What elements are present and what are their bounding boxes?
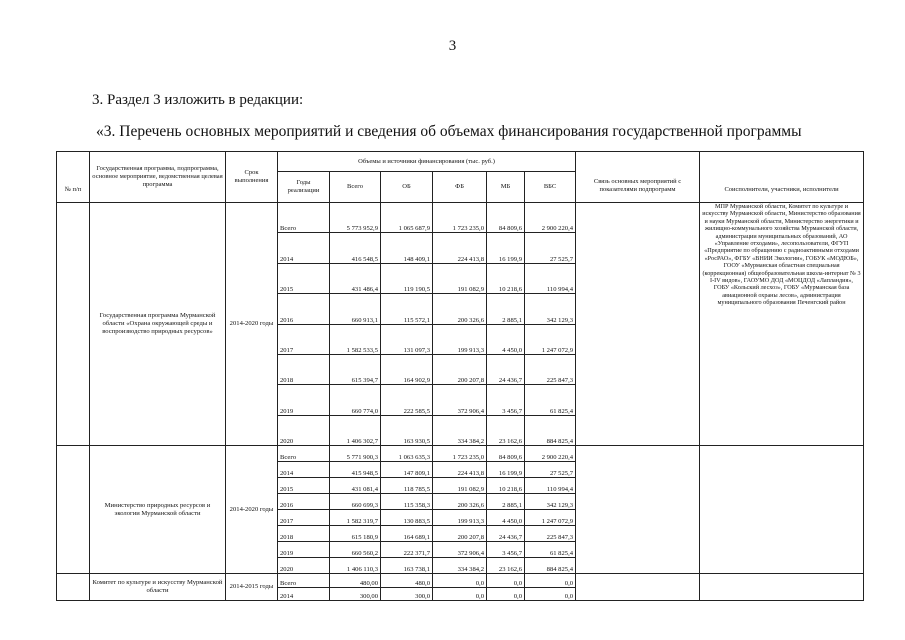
ob-cell: 164 689,1: [381, 526, 433, 542]
ob-cell: 222 371,7: [381, 542, 433, 558]
vbs-cell: 1 247 072,9: [525, 324, 576, 354]
vbs-cell: 342 129,3: [525, 294, 576, 324]
financing-table: [56, 151, 864, 601]
ob-cell: 1 063 635,3: [381, 446, 433, 462]
table-row: [57, 203, 864, 233]
mb-cell: 84 809,6: [487, 446, 525, 462]
year-cell: 2019: [278, 385, 330, 415]
ob-cell: 163 738,1: [381, 558, 433, 574]
total-cell: 660 774,0: [330, 385, 381, 415]
mb-cell: 2 885,1: [487, 294, 525, 324]
mb-cell: 3 456,7: [487, 542, 525, 558]
fb-cell: 200 326,6: [433, 494, 487, 510]
year-cell: 2018: [278, 526, 330, 542]
mb-cell: 24 436,7: [487, 354, 525, 384]
ob-cell: 163 930,5: [381, 415, 433, 445]
total-cell: 615 180,9: [330, 526, 381, 542]
vbs-cell: 2 900 220,4: [525, 446, 576, 462]
mb-cell: 2 885,1: [487, 494, 525, 510]
header-total: Всего: [330, 172, 381, 203]
total-cell: 431 081,4: [330, 478, 381, 494]
total-cell: 615 394,7: [330, 354, 381, 384]
total-cell: 1 582 533,5: [330, 324, 381, 354]
section-instruction: 3. Раздел 3 изложить в редакции:: [92, 92, 304, 108]
total-cell: 660 560,2: [330, 542, 381, 558]
year-cell: 2019: [278, 542, 330, 558]
fb-cell: 200 207,8: [433, 354, 487, 384]
term-cell: 2014-2020 годы: [226, 203, 278, 446]
row-number-cell: [57, 446, 90, 574]
fb-cell: 372 906,4: [433, 385, 487, 415]
total-cell: 5 773 952,9: [330, 203, 381, 233]
vbs-cell: 27 525,7: [525, 462, 576, 478]
executors-cell: МПР Мурманской области, Комитет по культуре и искусству Мурманской области, Министерство образования и науки Мурманской области, Министерство энергетики и жилищно-коммунального хозяйства Мурманской области, администрации муниципальных образований, АО «Управление отходами», лесопользователи, ФГУП «Предприятие по обращению с радиоактивными отходами «РосРАО», ФГБУ «ВНИИ Экологии», ГОБУК «МОДЮБ», ГООУ «Мурманская областная специальная (коррекционная) общеобразовательная школа-интернат № 3 I-IV видов», ГАОУМО ДОД «МОЦДОД «Лапландия», ГОБУ «Кольский лесхоз», ГОБУ «Мурманская база авиационной охраны лесов», администрация муниципального образования Печенгский район: [700, 203, 864, 446]
header-fb: ФБ: [433, 172, 487, 203]
program-name-cell: Министерство природных ресурсов и экологии Мурманской области: [90, 446, 226, 574]
vbs-cell: 225 847,3: [525, 354, 576, 384]
section-heading: «3. Перечень основных мероприятий и сведения об объемах финансирования государственной программы: [96, 123, 802, 140]
ob-cell: 119 190,5: [381, 263, 433, 293]
year-cell: 2014: [278, 587, 330, 601]
year-cell: 2017: [278, 324, 330, 354]
ob-cell: 131 097,3: [381, 324, 433, 354]
total-cell: 1 406 302,7: [330, 415, 381, 445]
fb-cell: 200 326,6: [433, 294, 487, 324]
header-no: № п/п: [57, 152, 90, 203]
ob-cell: 115 572,1: [381, 294, 433, 324]
table-row: [57, 574, 864, 588]
header-mb: МБ: [487, 172, 525, 203]
executors-cell: [700, 446, 864, 574]
executors-cell: [700, 574, 864, 601]
table-row: [57, 446, 864, 462]
vbs-cell: 1 247 072,9: [525, 510, 576, 526]
vbs-cell: 225 847,3: [525, 526, 576, 542]
ob-cell: 1 065 687,9: [381, 203, 433, 233]
mb-cell: 23 162,6: [487, 415, 525, 445]
vbs-cell: 110 994,4: [525, 263, 576, 293]
mb-cell: 10 218,6: [487, 478, 525, 494]
ob-cell: 222 585,5: [381, 385, 433, 415]
fb-cell: 224 413,8: [433, 462, 487, 478]
fb-cell: 0,0: [433, 574, 487, 588]
header-program: Государственная программа, подпрограмма, основное мероприятие, ведомственная целевая программа: [90, 152, 226, 203]
row-number-cell: [57, 574, 90, 601]
year-cell: Всего: [278, 574, 330, 588]
header-ob: ОБ: [381, 172, 433, 203]
row-number-cell: [57, 203, 90, 446]
year-cell: 2018: [278, 354, 330, 384]
total-cell: 5 771 900,3: [330, 446, 381, 462]
fb-cell: 224 413,8: [433, 233, 487, 263]
mb-cell: 84 809,6: [487, 203, 525, 233]
header-vbs: ВБС: [525, 172, 576, 203]
header-link: Связь основных мероприятий с показателями подпрограмм: [576, 152, 700, 203]
program-name-cell: Государственная программа Мурманской области «Охрана окружающей среды и воспроизводство природных ресурсов»: [90, 203, 226, 446]
ob-cell: 130 883,5: [381, 510, 433, 526]
total-cell: 660 913,1: [330, 294, 381, 324]
mb-cell: 0,0: [487, 574, 525, 588]
vbs-cell: 0,0: [525, 587, 576, 601]
year-cell: 2016: [278, 294, 330, 324]
fb-cell: 1 723 235,0: [433, 446, 487, 462]
total-cell: 1 582 319,7: [330, 510, 381, 526]
fb-cell: 334 384,2: [433, 558, 487, 574]
vbs-cell: 61 825,4: [525, 542, 576, 558]
ob-cell: 300,0: [381, 587, 433, 601]
mb-cell: 16 199,9: [487, 462, 525, 478]
fb-cell: 199 913,3: [433, 510, 487, 526]
ob-cell: 148 409,1: [381, 233, 433, 263]
year-cell: 2015: [278, 478, 330, 494]
fb-cell: 199 913,3: [433, 324, 487, 354]
year-cell: 2014: [278, 233, 330, 263]
year-cell: 2015: [278, 263, 330, 293]
page-number: 3: [448, 38, 457, 54]
term-cell: 2014-2015 годы: [226, 574, 278, 601]
year-cell: Всего: [278, 203, 330, 233]
vbs-cell: 27 525,7: [525, 233, 576, 263]
header-years: Годы реализации: [278, 172, 330, 203]
total-cell: 480,00: [330, 574, 381, 588]
mb-cell: 24 436,7: [487, 526, 525, 542]
total-cell: 415 948,5: [330, 462, 381, 478]
vbs-cell: 884 825,4: [525, 558, 576, 574]
vbs-cell: 2 900 220,4: [525, 203, 576, 233]
ob-cell: 164 902,9: [381, 354, 433, 384]
total-cell: 300,00: [330, 587, 381, 601]
year-cell: Всего: [278, 446, 330, 462]
year-cell: 2016: [278, 494, 330, 510]
table-body: [57, 203, 864, 601]
total-cell: 660 699,3: [330, 494, 381, 510]
mb-cell: 10 218,6: [487, 263, 525, 293]
vbs-cell: 0,0: [525, 574, 576, 588]
term-cell: 2014-2020 годы: [226, 446, 278, 574]
link-cell: [576, 203, 700, 446]
vbs-cell: 342 129,3: [525, 494, 576, 510]
year-cell: 2020: [278, 415, 330, 445]
year-cell: 2014: [278, 462, 330, 478]
vbs-cell: 110 994,4: [525, 478, 576, 494]
header-volumes: Объемы и источники финансирования (тыс. руб.): [278, 152, 576, 172]
fb-cell: 0,0: [433, 587, 487, 601]
link-cell: [576, 574, 700, 601]
fb-cell: 1 723 235,0: [433, 203, 487, 233]
mb-cell: 3 456,7: [487, 385, 525, 415]
ob-cell: 118 785,5: [381, 478, 433, 494]
fb-cell: 334 384,2: [433, 415, 487, 445]
fb-cell: 200 207,8: [433, 526, 487, 542]
ob-cell: 147 809,1: [381, 462, 433, 478]
ob-cell: 480,0: [381, 574, 433, 588]
vbs-cell: 61 825,4: [525, 385, 576, 415]
mb-cell: 4 450,0: [487, 324, 525, 354]
mb-cell: 4 450,0: [487, 510, 525, 526]
fb-cell: 191 082,9: [433, 478, 487, 494]
header-executors: Соисполнители, участники, исполнители: [700, 152, 864, 203]
vbs-cell: 884 825,4: [525, 415, 576, 445]
link-cell: [576, 446, 700, 574]
ob-cell: 115 358,3: [381, 494, 433, 510]
year-cell: 2020: [278, 558, 330, 574]
header-term: Срок выполнения: [226, 152, 278, 203]
total-cell: 416 548,5: [330, 233, 381, 263]
fb-cell: 191 082,9: [433, 263, 487, 293]
fb-cell: 372 906,4: [433, 542, 487, 558]
mb-cell: 0,0: [487, 587, 525, 601]
mb-cell: 16 199,9: [487, 233, 525, 263]
total-cell: 431 486,4: [330, 263, 381, 293]
total-cell: 1 406 110,3: [330, 558, 381, 574]
program-name-cell: Комитет по культуре и искусству Мурманской области: [90, 574, 226, 601]
mb-cell: 23 162,6: [487, 558, 525, 574]
year-cell: 2017: [278, 510, 330, 526]
